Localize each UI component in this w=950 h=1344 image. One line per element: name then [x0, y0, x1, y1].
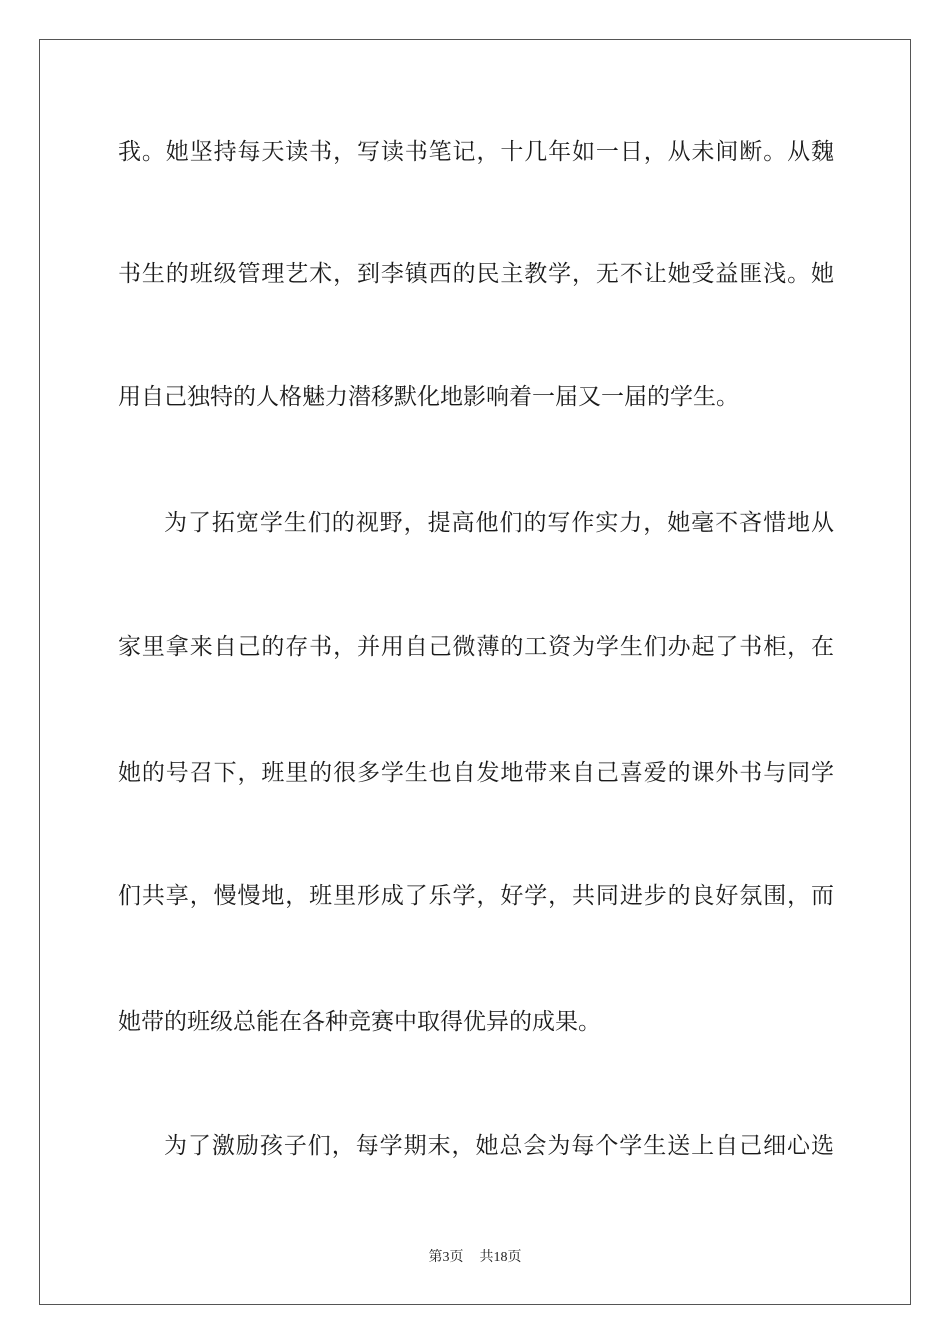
text-line: 她带的班级总能在各种竞赛中取得优异的成果。: [118, 1009, 601, 1035]
page-footer: [0, 1246, 950, 1266]
text-line: 书生的班级管理艺术，到李镇西的民主教学，无不让她受益匪浅。她: [118, 261, 834, 287]
page-total: 共18页: [479, 1250, 522, 1265]
page-border: [39, 39, 911, 1305]
text-line: 们共享，慢慢地，班里形成了乐学，好学，共同进步的良好氛围，而: [118, 883, 834, 909]
text-line: 她的号召下，班里的很多学生也自发地带来自己喜爱的课外书与同学: [118, 760, 834, 786]
paragraph-first-line: 为了拓宽学生们的视野，提高他们的写作实力，她毫不吝惜地从: [164, 510, 834, 536]
text-line: 用自己独特的人格魅力潜移默化地影响着一届又一届的学生。: [118, 384, 739, 410]
text-line: 我。她坚持每天读书，写读书笔记，十几年如一日，从未间断。从魏: [118, 139, 834, 165]
paragraph-first-line: 为了激励孩子们，每学期末，她总会为每个学生送上自己细心选: [164, 1133, 834, 1159]
page-number: 第3页: [428, 1250, 464, 1265]
text-line: 家里拿来自己的存书，并用自己微薄的工资为学生们办起了书柜，在: [118, 634, 834, 660]
